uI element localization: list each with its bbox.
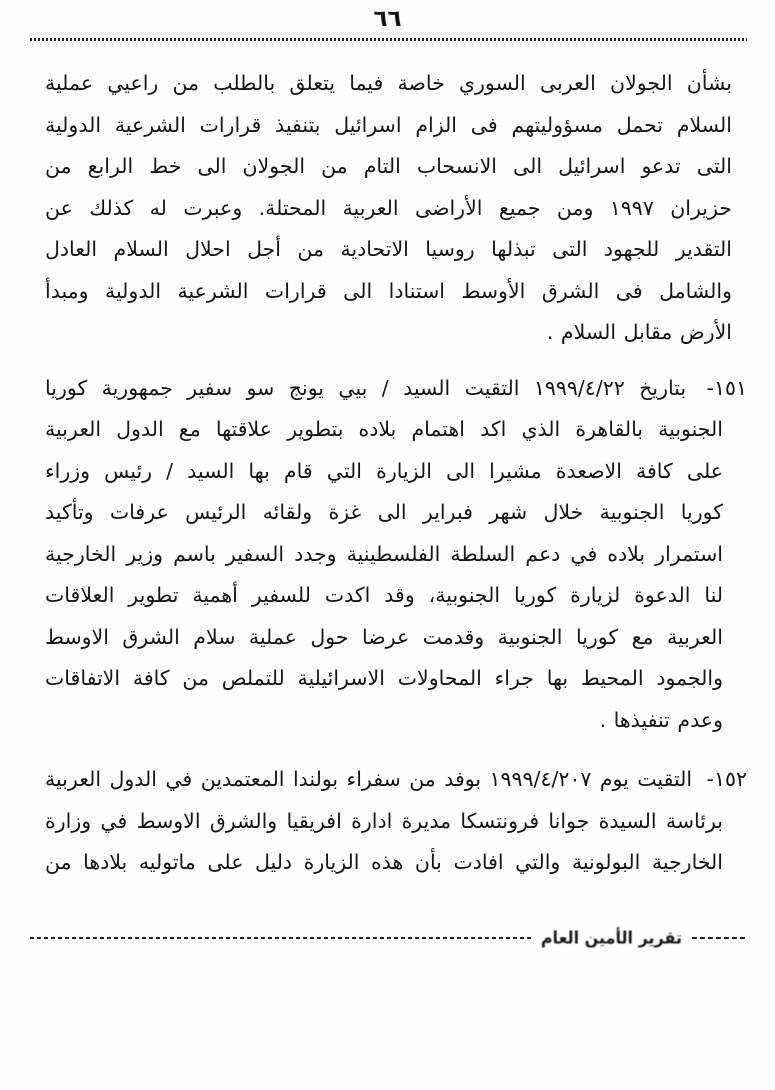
item-line-text: التقيت يوم ١٩٩٩/٤/٢٠٧ بوفد من سفراء بولندا المعتمدين في الدول العربية	[45, 767, 693, 791]
item-line: برئاسة السيدة جوانا فرونتسكا مديرة ادارة افريقيا والشرق الاوسط في وزارة	[45, 808, 723, 833]
item-line: لنا الدعوة لزيارة كوريا الجنوبية، وقد اكدت للسفير أهمية تطوير العلاقات	[45, 583, 723, 607]
footer-dashed-rule	[30, 937, 531, 939]
paragraph-line: التى تدعو اسرائيل الى الانسحاب التام من الجولان الى خط الرابع من	[45, 154, 732, 178]
item-line-text: بتاريخ ١٩٩٩/٤/٢٢ التقيت السيد / بيي يونج سو سفير جمهورية كوريا	[45, 375, 687, 400]
document-body	[0, 41, 775, 884]
item-line: كوريا الجنوبية خلال شهر فبراير الى غزة ولقائه الرئيس عرفات وتأكيد	[45, 500, 723, 524]
paragraph-line: بشأن الجولان العربى السوري خاصة فيما يتعلق بالطلب من راعيي عملية	[45, 71, 732, 95]
item-first-line	[45, 368, 747, 410]
item-151	[45, 368, 747, 742]
paragraph-line: السلام تحمل مسؤوليتهم فى الزام اسرائيل بتنفيذ قرارات الشرعية الدولية	[45, 112, 732, 137]
footer-dash-segment	[692, 937, 747, 939]
footer-title: تقرير الأمين العام	[540, 927, 682, 948]
item-line: الجنوبية بالقاهرة الذي اكد اهتمام بلاده بتطوير علاقتها مع الدول العربية	[45, 417, 723, 441]
item-number: ١٥١-	[706, 375, 747, 400]
item-line: استمرار بلاده في دعم السلطة الفلسطينية وجدد السفير باسم وزير الخارجية	[45, 541, 723, 566]
item-number: ١٥٢-	[706, 767, 747, 791]
page-number: ٦٦	[373, 6, 402, 32]
item-first-line	[45, 759, 747, 801]
continuation-paragraph	[45, 63, 747, 354]
paragraph-line: الأرض مقابل السلام .	[546, 320, 732, 344]
paragraph-line: حزيران ١٩٩٧ ومن جميع الأراضى العربية المحتلة. وعبرت له كذلك عن	[45, 195, 732, 220]
item-line: العربية مع كوريا الجنوبية وقدمت عرضا حول عملية سلام الشرق الاوسط	[45, 624, 723, 649]
page-footer	[30, 928, 747, 947]
item-line: الخارجية البولونية والتي افادت بأن هذه الزيارة دليل على ماتوليه بلادها من	[45, 850, 723, 874]
paragraph-line: والشامل فى الشرق الأوسط استنادا الى قرارات الشرعية الدولية ومبدأ	[45, 278, 732, 303]
item-152	[45, 759, 747, 884]
item-line: على كافة الاصعدة مشيرا الى الزيارة التي قام بها السيد / رئيس وزراء	[45, 458, 723, 483]
item-line: وعدم تنفيذها .	[599, 707, 723, 732]
paragraph-line: التقدير للجهود التى تبذلها روسيا الاتحادية من أجل احلال السلام العادل	[45, 237, 732, 261]
item-line: والجمود المحيط بها جراء المحاولات الاسرائيلية للتملص من كافة الاتفاقات	[45, 666, 723, 690]
